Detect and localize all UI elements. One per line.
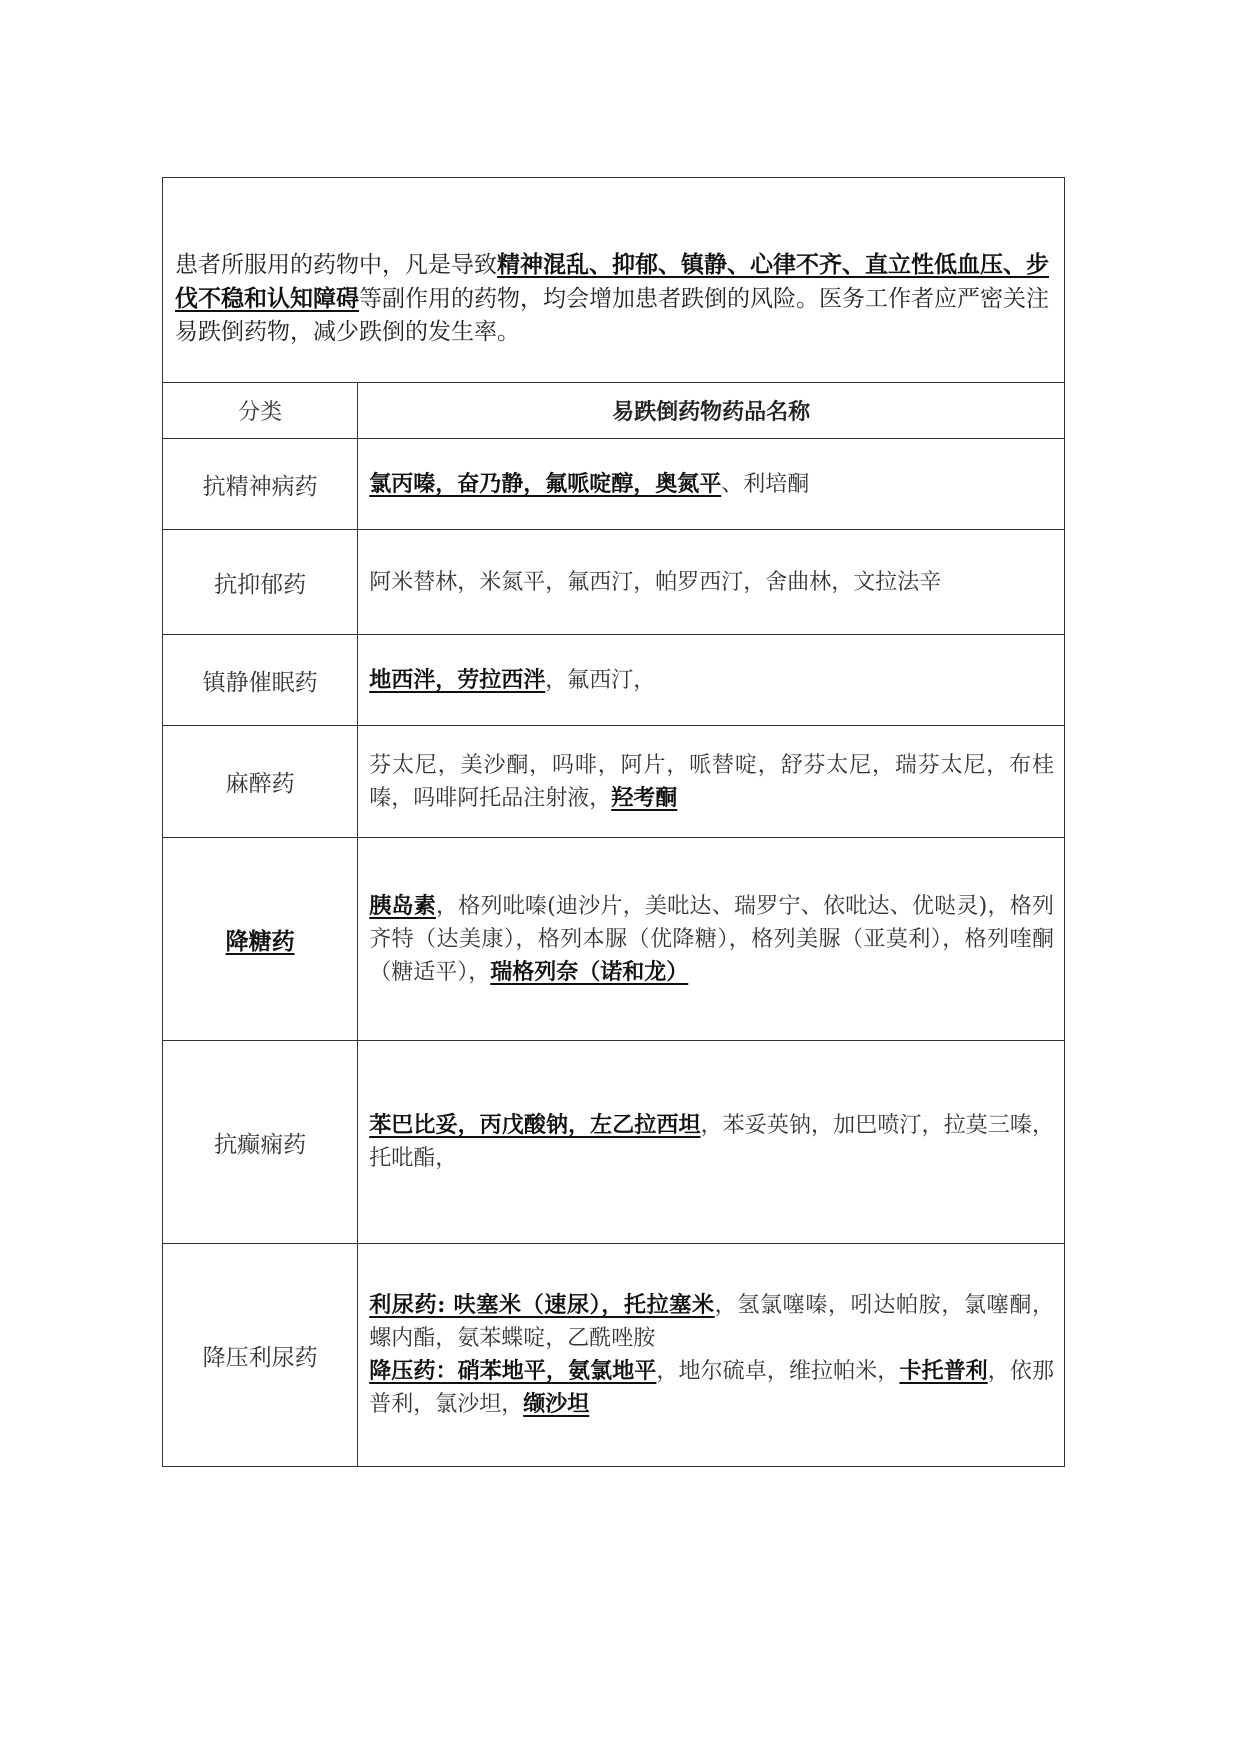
intro-text-post: 等副作用的药物，均会增加患者跌倒的风险。医务工作者应严密关注易跌倒药物，减少跌倒的发生率。 <box>175 286 1049 345</box>
header-drug-name: 易跌倒药物药品名称 <box>358 383 1065 439</box>
row-drug-names <box>358 530 1065 635</box>
row-category: 降压利尿药 <box>163 1244 358 1467</box>
table-row <box>163 635 1065 726</box>
drug-highlight: 瑞格列奈（诺和龙） <box>490 958 689 985</box>
table-row <box>163 1244 1065 1467</box>
drug-highlight: 利尿药: 呋塞米（速尿），托拉塞米 <box>369 1292 715 1318</box>
table-row <box>163 838 1065 1041</box>
drug-text: ，格列吡嗪(迪沙片，美吡达、瑞罗宁、依吡达、优哒灵)，格列齐特（达美康），格列本脲（优降糖），格列美脲（亚莫利），格列喹酮（糖适平）， <box>369 893 1054 985</box>
table-row <box>163 439 1065 530</box>
drug-text: 阿米替林，米氮平，氟西汀，帕罗西汀，舍曲林，文拉法辛 <box>369 569 942 595</box>
intro-paragraph <box>163 178 1064 349</box>
header-row <box>163 383 1065 439</box>
row-drug-names <box>358 635 1065 726</box>
drug-highlight: 羟考酮 <box>611 784 678 811</box>
drug-highlight: 苯巴比妥，丙戊酸钠，左乙拉西坦 <box>369 1112 701 1138</box>
row-drug-names <box>358 1041 1065 1244</box>
row-drug-names <box>358 726 1065 838</box>
row-category: 镇静催眠药 <box>163 635 358 726</box>
row-drug-names <box>358 838 1065 1041</box>
drug-text: ，氟西汀， <box>545 667 656 693</box>
table-row <box>163 1041 1065 1244</box>
category-highlight: 降糖药 <box>225 927 295 955</box>
row-category <box>163 838 358 1041</box>
drug-text: 、利培酮 <box>721 471 810 497</box>
row-category: 麻醉药 <box>163 726 358 838</box>
drug-highlight: 降压药：硝苯地平，氨氯地平 <box>369 1358 657 1384</box>
row-drug-names <box>358 1244 1065 1467</box>
drug-highlight: 胰岛素 <box>369 892 436 919</box>
drug-table <box>162 177 1065 1467</box>
table-row <box>163 530 1065 635</box>
drug-text: 芬太尼，美沙酮，吗啡，阿片，哌替啶，舒芬太尼，瑞芬太尼，布桂嗪，吗啡阿托品注射液， <box>369 752 1054 811</box>
intro-cell <box>163 178 1065 383</box>
drug-text: ，地尔硫卓，维拉帕米， <box>656 1359 900 1384</box>
drug-highlight: 氯丙嗪，奋乃静，氟哌啶醇，奥氮平 <box>369 470 722 497</box>
row-category: 抗癫痫药 <box>163 1041 358 1244</box>
drug-highlight: 卡托普利 <box>899 1358 988 1384</box>
drug-highlight: 缬沙坦 <box>523 1391 590 1417</box>
table-row <box>163 726 1065 838</box>
header-category: 分类 <box>163 383 358 439</box>
diuretics-line <box>369 1289 1054 1355</box>
drug-text: ，氢氯噻嗪，吲达帕胺，氯噻酮，螺内酯，氨苯蝶啶，乙酰唑胺 <box>369 1293 1054 1351</box>
row-category: 抗抑郁药 <box>163 530 358 635</box>
row-category: 抗精神病药 <box>163 439 358 530</box>
antihypertensives-line <box>369 1355 1054 1421</box>
drug-text: ，苯妥英钠，加巴喷汀，拉莫三嗪，托吡酯， <box>369 1113 1054 1171</box>
intro-row <box>163 178 1065 383</box>
intro-highlight: 精神混乱、抑郁、镇静、心律不齐、直立性低血压、步伐不稳和认知障碍 <box>175 251 1049 312</box>
drug-text: ，依那普利，氯沙坦， <box>369 1359 1054 1417</box>
intro-text-pre: 患者所服用的药物中，凡是导致 <box>175 252 497 278</box>
row-drug-names <box>358 439 1065 530</box>
drug-highlight: 地西泮，劳拉西泮 <box>369 666 546 693</box>
